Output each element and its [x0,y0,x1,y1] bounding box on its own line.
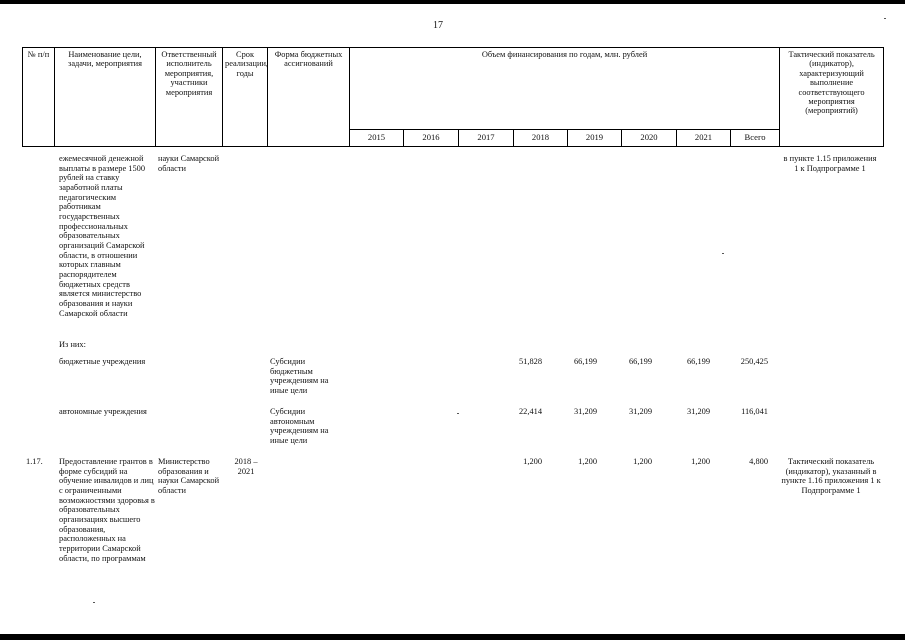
year-header: 2017 [459,130,514,147]
cont-responsible: науки Самарской области [158,154,220,173]
row-117-2018: 1,200 [523,457,542,466]
top-border [0,0,905,4]
header-form: Форма бюджетных ассигнований [268,48,350,147]
row-117-responsible: Министерство образования и науки Самарской области [158,457,220,495]
year-header: 2016 [404,130,459,147]
year-header: 2015 [350,130,404,147]
budget-row-form: Субсидии бюджетным учреждениям на иные цели [270,357,329,395]
page-number: 17 [433,20,443,31]
auto-2021: 31,209 [686,407,710,416]
scan-speck [457,413,459,414]
header-term: Срок реализации, годы [223,48,268,147]
header-indicator: Тактический показатель (индикатор), характеризующий выполнение соответствующего мероприятия (мероприятий) [780,48,884,147]
row-117-2019: 1,200 [578,457,597,466]
budget-row-name: бюджетные учреждения [59,357,146,366]
total-header: Всего [731,130,780,147]
scan-speck [722,253,724,254]
auto-row-form: Субсидии автономным учреждениям на иные цели [270,407,329,445]
cont-indicator: в пункте 1.15 приложения 1 к Подпрограмме 1 [783,154,877,173]
scan-speck [93,602,95,603]
header-table [22,47,884,147]
year-header: 2018 [514,130,568,147]
auto-2020: 31,209 [628,407,652,416]
row-117-number: 1.17. [26,457,43,466]
budget-total: 250,425 [740,357,768,366]
year-header: 2019 [568,130,622,147]
auto-2018: 22,414 [518,407,542,416]
header-num: № п/п [23,48,55,147]
row-117-name: Предоставление грантов в форме субсидий на обучение инвалидов и лиц с ограниченными возможностями здоровья в образовательных организациях высшего образования, расположенных на территории Самарской области, по программам [59,457,155,563]
auto-row-name: автономные учреждения [59,407,147,416]
row-117-indicator: Тактический показатель (индикатор), указанный в пункте 1.16 приложения 1 к Подпрограмме 1 [781,457,881,495]
year-header: 2021 [677,130,731,147]
budget-2021: 66,199 [686,357,710,366]
header-finance: Объем финансирования по годам, млн. рублей [350,48,780,130]
row-117-term: 2018 – 2021 [234,457,258,476]
auto-total: 116,041 [741,407,768,416]
cont-name: ежемесячной денежной выплаты в размере 1500 рублей на ставку заработной платы педагогическим работникам государственных профессиональных образовательных организаций Самарской области, в отношении которых главным распорядителем бюджетных средств является министерство образования и науки Самарской области [59,154,146,318]
budget-2018: 51,828 [518,357,542,366]
of-them-label: Из них: [59,340,86,349]
budget-2019: 66,199 [573,357,597,366]
budget-2020: 66,199 [628,357,652,366]
row-117-total: 4,800 [749,457,768,466]
header-name: Наименование цели, задачи, мероприятия [55,48,156,147]
header-responsible: Ответственный исполнитель мероприятия, участники мероприятия [156,48,223,147]
auto-2019: 31,209 [573,407,597,416]
year-header: 2020 [622,130,677,147]
row-117-2021: 1,200 [691,457,710,466]
row-117-2020: 1,200 [633,457,652,466]
bottom-border [0,634,905,640]
scan-speck [884,18,886,19]
